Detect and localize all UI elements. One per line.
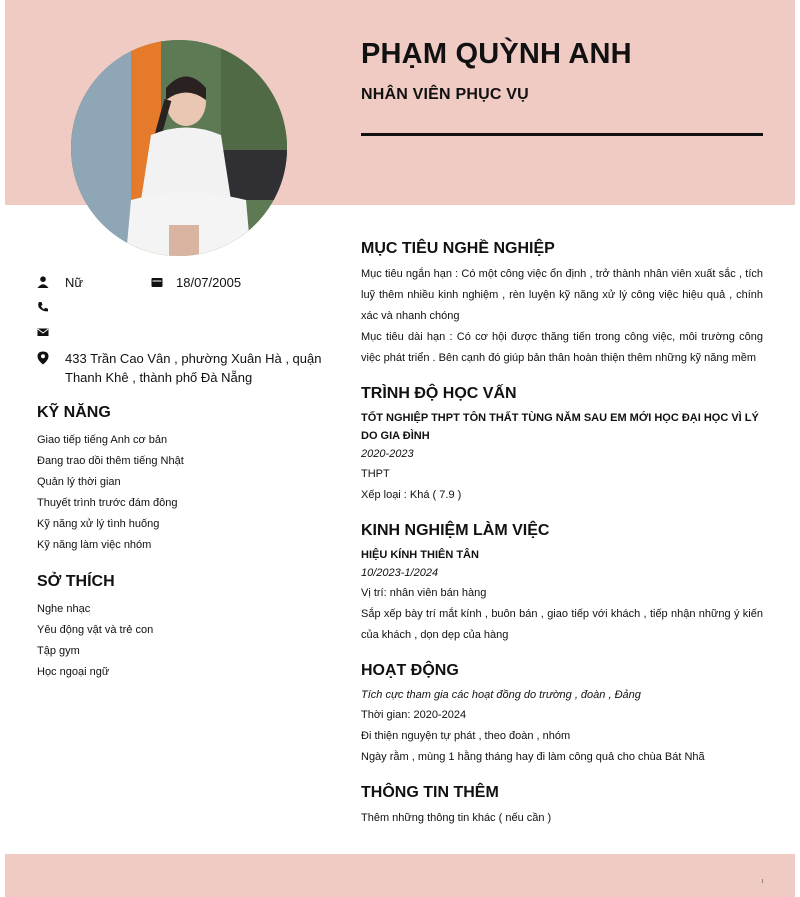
candidate-role: NHÂN VIÊN PHỤC VỤ	[361, 86, 529, 103]
person-icon	[37, 276, 49, 288]
list-item: Thuyết trình trước đám đông	[37, 497, 178, 509]
objective-title: MỤC TIÊU NGHỀ NGHIỆP	[361, 240, 555, 257]
experience-period: 10/2023-1/2024	[361, 567, 439, 579]
list-item: Nghe nhạc	[37, 603, 91, 615]
activities-title: HOẠT ĐỘNG	[361, 662, 459, 679]
activities-heading: Tích cực tham gia các hoạt đồng do trường , đoàn , Đảng	[361, 689, 641, 701]
gender-value: Nữ	[65, 275, 84, 290]
right-column	[361, 240, 763, 829]
phone-icon	[37, 301, 49, 313]
gender-birthdate-row	[37, 270, 327, 295]
title-divider	[361, 133, 763, 136]
activities-time: Thời gian: 2020-2024	[361, 709, 467, 721]
education-title: TRÌNH ĐỘ HỌC VẤN	[361, 385, 517, 402]
left-column	[37, 270, 327, 683]
list-item: Tập gym	[37, 645, 80, 657]
location-pin-icon	[37, 351, 49, 365]
more-info-title: THÔNG TIN THÊM	[361, 784, 499, 801]
email-row	[37, 320, 327, 345]
list-item: Quản lý thời gian	[37, 476, 121, 488]
profile-photo	[71, 40, 287, 256]
footer-band	[5, 854, 795, 897]
education-grade: Xếp loại : Khá ( 7.9 )	[361, 489, 462, 501]
education-school: TỐT NGHIỆP THPT TÔN THẤT TÙNG NĂM SAU EM MỚI HỌC ĐẠI HỌC VÌ LÝ DO GIA ĐÌNH	[361, 412, 759, 442]
candidate-name: PHẠM QUỲNH ANH	[361, 38, 632, 70]
list-item: Giao tiếp tiếng Anh cơ bản	[37, 434, 168, 446]
education-level: THPT	[361, 468, 390, 480]
list-item: Học ngoại ngữ	[37, 666, 110, 678]
address-row	[37, 349, 327, 387]
hobbies-title: SỞ THÍCH	[37, 573, 115, 590]
address-value: 433 Trần Cao Vân , phường Xuân Hà , quận Thanh Khê , thành phố Đà Nẵng	[65, 351, 322, 385]
more-info-text: Thêm những thông tin khác ( nếu cần )	[361, 812, 552, 824]
hobbies-list	[37, 599, 327, 683]
list-item: Yêu động vật và trẻ con	[37, 624, 154, 636]
list-item: Kỹ năng làm việc nhóm	[37, 539, 152, 551]
activities-item: Đi thiện nguyện tự phát , theo đoàn , nhóm	[361, 730, 571, 742]
email-icon	[37, 326, 49, 338]
phone-row	[37, 295, 327, 320]
objective-short-term: Mục tiêu ngắn hạn : Có một công việc ổn định , trở thành nhân viên xuất sắc , tích luỹ thêm nhiều kinh nghiệm , rèn luyện kỹ năng xử lý công việc hiệu quả , chính xác và nhanh chóng	[361, 268, 763, 322]
birthdate-value: 18/07/2005	[176, 275, 242, 290]
activities-item: Ngày rằm , mùng 1 hằng tháng hay đi làm công quả cho chùa Bát Nhã	[361, 751, 705, 763]
footer-mark: ι	[761, 878, 763, 885]
skills-title: KỸ NĂNG	[37, 404, 111, 421]
experience-title: KINH NGHIỆM LÀM VIỆC	[361, 522, 550, 539]
list-item: Đang trao dồi thêm tiếng Nhật	[37, 455, 184, 467]
calendar-icon	[151, 276, 163, 288]
objective-long-term: Mục tiêu dài hạn : Có cơ hội được thăng tiến trong công việc, môi trường công việc phát triển . Bên cạnh đó giúp bản thân hoàn thiện thêm những kỹ năng mềm	[361, 331, 763, 364]
list-item: Kỹ năng xử lý tình huống	[37, 518, 160, 530]
experience-description: Sắp xếp bày trí mắt kính , buôn bán , giao tiếp với khách , tiếp nhận những ý kiến của khách , dọn dẹp của hàng	[361, 608, 763, 641]
education-period: 2020-2023	[361, 448, 414, 460]
experience-position: Vị trí: nhân viên bán hàng	[361, 587, 487, 599]
experience-company: HIỆU KÍNH THIÊN TÂN	[361, 549, 479, 561]
skills-list	[37, 430, 327, 556]
